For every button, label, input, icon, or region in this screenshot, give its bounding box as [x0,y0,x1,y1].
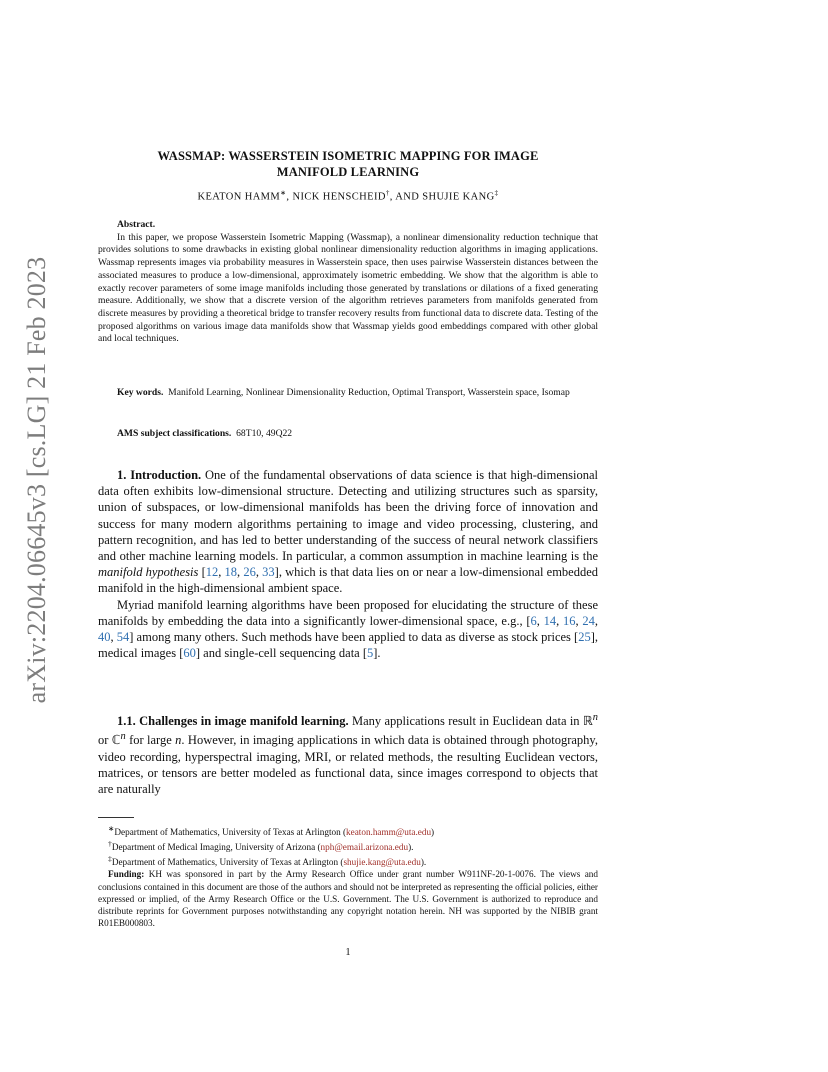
author-2: , NICK HENSCHEID [286,191,386,203]
superscript-n: n [120,731,126,743]
intro-text: ]. [373,646,381,661]
citation-link[interactable]: 14 [543,613,557,628]
email-link[interactable]: keaton.hamm@uta.edu [346,827,432,838]
citation-link[interactable]: 33 [262,565,275,580]
superscript-n: n [592,712,598,723]
keywords-text: Manifold Learning, Nonlinear Dimensionality Reduction, Optimal Transport, Wasserstein space, Isomap [168,387,570,398]
abstract [98,219,598,346]
subsection-challenges [98,710,598,797]
funding-text: KH was sponsored in part by the Army Research Office under grant number W911NF-20-1-0076. The views and conclusions contained in this document are those of the authors and should not be interpreted as representing the official policies, either expressed or implied, of the Army Research Office or the U.S. Government. The U.S. Government is authorized to reproduce and distribute reprints for Government purposes notwithstanding any copyright notation herein. NH was supported by the NIBIB grant R01EB000803. [98,869,598,928]
subsection-text: or ℂ [98,733,121,748]
footnotes [98,823,598,929]
keywords-heading: Key words. [117,387,164,398]
arxiv-identifier-stamp: arXiv:2204.06645v3 [cs.LG] 21 Feb 2023 [22,256,51,704]
citation-link[interactable]: 60 [183,646,196,661]
citation-link[interactable]: 5 [367,646,374,661]
title-line-1: WASSMAP: WASSERSTEIN ISOMETRIC MAPPING FOR IMAGE [157,149,539,163]
subsection-paragraph [98,710,598,797]
manifold-hypothesis-term: manifold hypothesis [98,565,199,580]
title-line-2: MANIFOLD LEARNING [276,165,420,179]
footnote-3 [98,853,598,868]
intro-text: [ [198,565,206,580]
ams-heading: AMS subject classifications. [117,428,232,439]
footnote-divider [98,817,134,818]
footnote-text: Department of Medical Imaging, University of Arizona ( [111,842,321,853]
citation-link[interactable]: 16 [563,613,576,628]
citation-link[interactable]: 25 [578,630,591,645]
author-2-mark: † [385,189,390,197]
author-3-mark: ‡ [494,189,499,197]
abstract-heading: Abstract. [117,219,156,230]
footnote-text: Department of Mathematics, University of Texas at Arlington ( [111,857,344,868]
intro-text: Myriad manifold learning algorithms have been proposed for elucidating the structure of these manifolds by embedding the data into a significantly lower-dimensional space, e.g., [ [98,597,598,628]
footnote-text: Department of Mathematics, University of Texas at Arlington ( [114,827,347,838]
intro-text: ], medical images [ [98,630,599,661]
footnote-mark: ‡ [108,854,112,864]
citation-link[interactable]: 26 [243,565,256,580]
citation-link[interactable]: 12 [205,565,219,580]
intro-text: One of the fundamental observations of data science is that high-dimensional data often exhibits low-dimensional structure. Detecting and utilizing structures such as sparsity, union of subspaces, or low-dimensional manifolds has been the driving force of innovation and success for many modern algorithms pertaining to image and video processing, clustering, and pattern recognition, and has led to better understanding of the success of neural network classifiers and other machine learning models. In particular, a common assumption in machine learning is the [98,468,599,564]
citation-link[interactable]: 18 [224,565,238,580]
funding-heading: Funding: [108,869,145,880]
ams-codes: 68T10, 49Q22 [236,428,293,439]
author-1: KEATON HAMM [197,191,281,203]
intro-paragraph-2: Myriad manifold learning algorithms have been proposed for elucidating the structure of these manifolds by embedding the data into a significantly lower-dimensional space, e.g., [6, 14, 16, 24, 40, 54] among many others. Such methods have been applied to data as diverse as stock prices [25], medical images [60] and single-cell sequencing data [5]. [98,597,599,661]
subsection-text: Many applications result in Euclidean data in ℝ [351,714,593,729]
abstract-text: In this paper, we propose Wasserstein Isometric Mapping (Wassmap), a nonlinear dimensionality reduction technique that provides solutions to some drawbacks in existing global nonlinear dimensionality reduction algorithms in imaging applications. Wassmap represents images via probability measures in Wasserstein space, then uses pairwise Wasserstein distances between the associated measures to produce a low-dimensional, approximately isometric embedding. We show that the algorithm is able to exactly recover parameters of some image manifolds including those generated by translations or dilations of a fixed generating measure. Additionally, we show that a discrete version of the algorithm retrieves parameters from manifolds generated from discrete measures by providing a theoretical bridge to transfer recovery results from functional data to discrete data. Testing of the proposed algorithms on various image data manifolds show that Wassmap yields good embeddings compared with other global and local techniques. [98,231,598,345]
footnote-text: ). [408,842,414,853]
keywords [98,387,598,400]
intro-text: ] and single-cell sequencing data [ [195,646,368,661]
subsection-text: for large [125,733,176,748]
footnote-mark: † [108,839,112,849]
footnote-1 [98,823,598,838]
intro-text: ], which is that data lies on or near a low-dimensional embedded manifold in the high-dimensional ambient space. [98,565,599,596]
funding-footnote [98,868,598,928]
footnote-mark: ∗ [108,824,115,833]
variable-n: n [175,733,182,748]
citation-link[interactable]: 24 [582,613,595,628]
intro-paragraph-1: 1. Introduction. One of the fundamental observations of data science is that high-dimensional data often exhibits low-dimensional structure. Detecting and utilizing structures such as sparsity, union of subspaces, or low-dimensional manifolds has been the driving force of innovation and success for many modern algorithms pertaining to image and video processing, clustering, and pattern recognition, and has led to better understanding of the success of neural network classifiers and other machine learning models. In particular, a common assumption in machine learning is the manifold hypothesis [12, 18, 26, 33], which is that data lies on or near a low-dimensional embedded manifold in the high-dimensional ambient space. [98,468,599,596]
intro-text: ] among many others. Such methods have been applied to data as diverse as stock prices [ [129,630,579,645]
author-list [98,189,598,203]
subsection-text: . However, in imaging applications in which data is obtained through photography, video recording, hyperspectral imaging, MRI, or related methods, the resulting Euclidean vectors, matrices, or tensors are better modeled as functional data, since images correspond to objects that are naturally [98,733,598,797]
citation-link[interactable]: 6 [530,613,537,628]
citation-link[interactable]: 40 [98,630,111,645]
email-link[interactable]: shujie.kang@uta.edu [343,857,421,868]
footnote-text: ) [431,827,435,838]
footnote-2 [98,838,598,853]
ams-classifications [117,428,598,441]
author-3: , AND SHUJIE KANG [389,191,495,203]
author-1-mark: ∗ [280,189,287,197]
introduction-section [98,467,598,661]
footnote-text: ). [420,857,427,868]
section-heading: 1. Introduction. [117,468,202,482]
subsection-heading: 1.1. Challenges in image manifold learning. [117,714,349,729]
paper-title [98,148,598,180]
email-link[interactable]: nph@email.arizona.edu [320,842,409,853]
page-number: 1 [345,947,351,958]
citation-link[interactable]: 54 [116,630,130,645]
